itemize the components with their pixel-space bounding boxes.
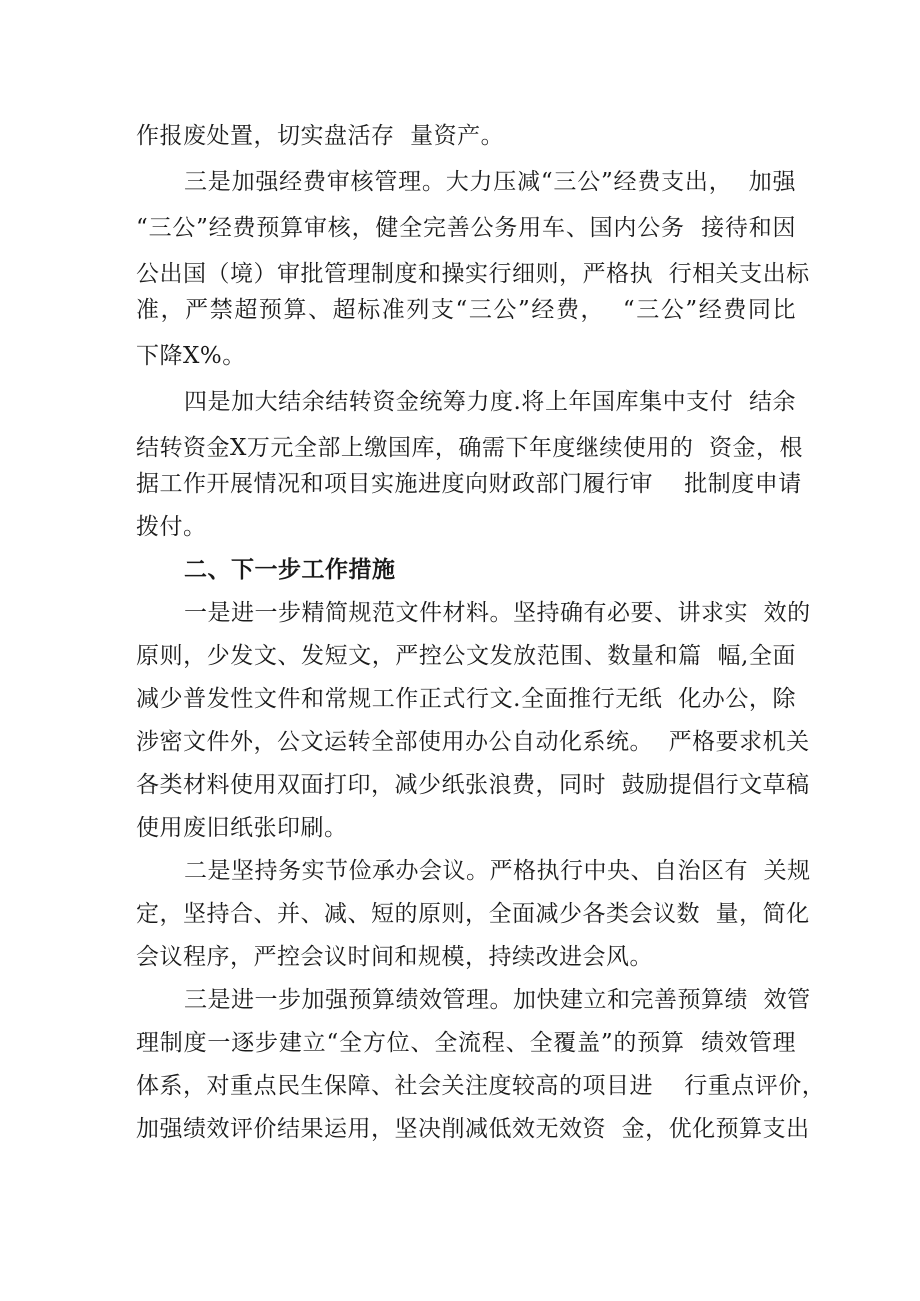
paragraph-line: 公出国（境）审批管理制度和操实行细则，严格执 行相关支出标 [136,261,810,287]
paragraph-line: 下降X%。 [136,343,246,369]
paragraph-line: 四是加大结余结转资金统筹力度.将上年国库集中支付 结余 [184,389,796,415]
paragraph-line: 理制度一逐步建立“全方位、全流程、全覆盖”的预算 绩效管理 [136,1030,796,1056]
paragraph-line: 一是进一步精简规范文件材料。坚持确有必要、讲求实 效的 [184,600,811,626]
section-heading: 二、下一步工作措施 [184,557,396,583]
paragraph-line: 准，严禁超预算、超标准列支“三公”经费， “三公”经费同比 [136,297,796,323]
paragraph-line: 据工作开展情况和项目实施进度向财政部门履行审 批制度申请 [136,471,802,497]
paragraph-line: 结转资金X万元全部上缴国库，确需下年度继续使用的 资金，根 [136,435,803,461]
paragraph-line: 二是坚持务实节俭承办会议。严格执行中央、自治区有 关规 [184,858,811,884]
paragraph-line: 原则，少发文、发短文，严控公文发放范围、数量和篇 幅,全面 [136,643,796,669]
paragraph-line: 拨付。 [136,514,207,540]
paragraph-line: 各类材料使用双面打印，减少纸张浪费，同时 鼓励提倡行文草稿 [136,772,810,798]
paragraph-line: 使用废旧纸张印刷。 [136,815,348,841]
paragraph-line: 三是加强经费审核管理。大力压减“三公”经费支出， 加强 [184,169,796,195]
paragraph-line: 加强绩效评价结果运用，坚决削减低效无效资 金，优化预算支出 [136,1116,810,1142]
paragraph-line: 体系，对重点民生保障、社会关注度较高的项目进 行重点评价， [136,1073,826,1099]
paragraph-line: 三是进一步加强预算绩效管理。加快建立和完善预算绩 效管 [184,987,811,1013]
paragraph-line: 定，坚持合、并、减、短的原则，全面减少各类会议数 量，简化 [136,901,810,927]
paragraph-line: 涉密文件外，公文运转全部使用办公自动化系统。 严格要求机关 [136,729,810,755]
paragraph-line: “三公”经费预算审核，健全完善公务用车、国内公务 接待和因 [136,215,796,241]
paragraph-line: 减少普发性文件和常规工作正式行文.全面推行无纸 化办公，除 [136,686,796,712]
paragraph-line: 作报废处置，切实盘活存 量资产。 [136,123,505,149]
paragraph-line: 会议程序，严控会议时间和规模，持续改进会风。 [136,944,653,970]
